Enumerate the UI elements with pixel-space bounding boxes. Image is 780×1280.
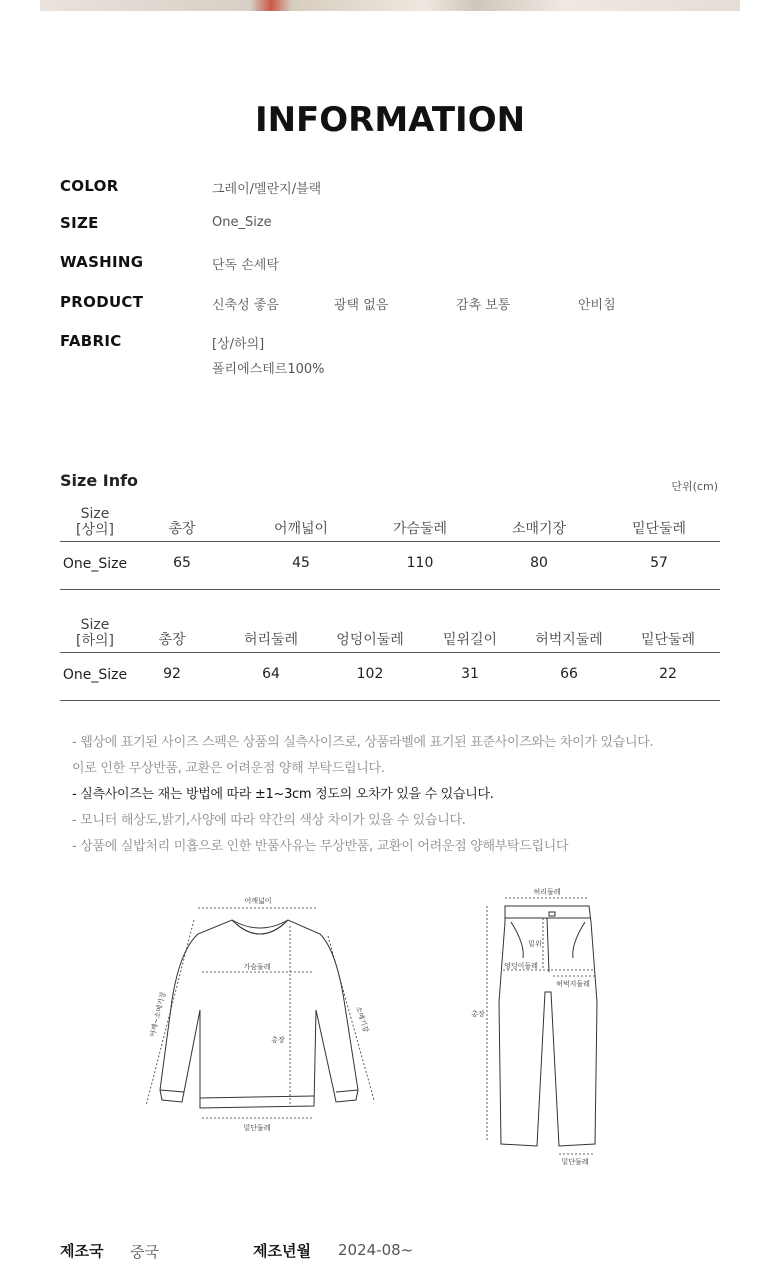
column-header: 엉덩이둘레 bbox=[336, 632, 404, 648]
notice-item: - 웹상에 표기된 사이즈 스펙은 상품의 실측사이즈로, 상품라벨에 표기된 표준사이즈와는 차이가 있습니다. bbox=[72, 735, 654, 750]
size-header-line1: Size bbox=[80, 617, 110, 633]
table-cell: 22 bbox=[659, 666, 677, 682]
hem-label: 밑단둘레 bbox=[243, 1124, 271, 1132]
spec-washing-label: WASHING bbox=[60, 253, 144, 271]
bottom-measurement-diagram bbox=[465, 882, 635, 1172]
table-divider bbox=[60, 700, 720, 701]
left-side-label: 어깨~소매기장 bbox=[148, 991, 168, 1039]
column-header: 총장 bbox=[158, 632, 186, 648]
product-photo-strip bbox=[40, 0, 740, 11]
table-cell: 45 bbox=[292, 555, 310, 571]
shoulder-label: 어깨넓이 bbox=[244, 897, 272, 905]
origin-label: 제조국 bbox=[60, 1242, 104, 1260]
hip-label: 엉덩이둘레 bbox=[504, 962, 538, 970]
spec-product-row bbox=[60, 293, 720, 317]
spec-color-label: COLOR bbox=[60, 177, 119, 195]
rise-label: 밑위 bbox=[528, 940, 542, 948]
product-feature: 안비침 bbox=[578, 298, 616, 313]
table-cell: 110 bbox=[406, 555, 434, 571]
notice-list bbox=[72, 733, 732, 863]
bottom-size-table bbox=[60, 611, 720, 703]
product-feature: 광택 없음 bbox=[334, 298, 389, 313]
column-header: 밑위길이 bbox=[442, 632, 498, 648]
manufacture-date-label: 제조년월 bbox=[253, 1242, 311, 1260]
product-feature: 감촉 보통 bbox=[456, 298, 511, 313]
column-header: 어깨넓이 bbox=[273, 521, 329, 537]
table-cell: 64 bbox=[262, 666, 280, 682]
size-header-line2: [하의] bbox=[76, 633, 114, 649]
column-header: 가슴둘레 bbox=[392, 521, 448, 537]
table-divider bbox=[60, 589, 720, 590]
table-divider bbox=[60, 541, 720, 542]
notice-item: - 모니터 해상도,밝기,사양에 따라 약간의 색상 차이가 있을 수 있습니다. bbox=[72, 813, 466, 828]
column-header: 허리둘레 bbox=[243, 632, 299, 648]
spec-fabric-line2: 폴리에스테르100% bbox=[212, 362, 325, 377]
size-header bbox=[70, 617, 120, 649]
length-label: 총장 bbox=[271, 1036, 285, 1044]
spec-color-value: 그레이/멜란지/블랙 bbox=[212, 182, 322, 197]
row-label: One_Size bbox=[62, 667, 128, 683]
row-label: One_Size bbox=[62, 556, 128, 572]
notice-item: - 상품에 실밥처리 미흡으로 인한 반품사유는 무상반품, 교환이 어려운점 양해부탁드립니다 bbox=[72, 839, 569, 854]
column-header: 밑단둘레 bbox=[631, 521, 687, 537]
column-header: 밑단둘레 bbox=[640, 632, 696, 648]
table-divider bbox=[60, 652, 720, 653]
spec-size-label: SIZE bbox=[60, 214, 99, 232]
spec-fabric-line1: [상/하의] bbox=[212, 337, 265, 352]
spec-size-row bbox=[60, 214, 720, 238]
spec-size-value: One_Size bbox=[212, 215, 272, 230]
size-header-line1: Size bbox=[80, 506, 110, 522]
size-header-line2: [상의] bbox=[76, 522, 114, 538]
size-header bbox=[70, 506, 120, 538]
spec-color-row bbox=[60, 177, 720, 201]
thigh-label: 허벅지둘레 bbox=[556, 980, 590, 988]
spec-washing-value: 단독 손세탁 bbox=[212, 258, 279, 273]
pants-length-label: 총장 bbox=[471, 1010, 485, 1018]
origin-value: 중국 bbox=[130, 1243, 159, 1261]
notice-item: - 실측사이즈는 재는 방법에 따라 ±1~3cm 정도의 오차가 있을 수 있습니다. bbox=[72, 787, 494, 802]
table-cell: 65 bbox=[173, 555, 191, 571]
spec-fabric-row bbox=[60, 332, 720, 382]
table-cell: 57 bbox=[650, 555, 668, 571]
column-header: 허벅지둘레 bbox=[535, 632, 603, 648]
table-cell: 31 bbox=[461, 666, 479, 682]
top-measurement-diagram bbox=[140, 890, 390, 1140]
spec-product-label: PRODUCT bbox=[60, 293, 144, 311]
column-header: 총장 bbox=[168, 521, 196, 537]
sleeve-label: 소매기장 bbox=[353, 1005, 370, 1034]
product-feature: 신축성 좋음 bbox=[212, 298, 279, 313]
table-cell: 92 bbox=[163, 666, 181, 682]
table-cell: 80 bbox=[530, 555, 548, 571]
waist-label: 허리둘레 bbox=[533, 888, 561, 896]
top-size-table bbox=[60, 500, 720, 592]
pants-hem-label: 밑단둘레 bbox=[561, 1158, 589, 1166]
spec-fabric-label: FABRIC bbox=[60, 332, 122, 350]
spec-washing-row bbox=[60, 253, 720, 277]
page-title: INFORMATION bbox=[254, 100, 526, 140]
column-header: 소매기장 bbox=[511, 521, 567, 537]
table-cell: 66 bbox=[560, 666, 578, 682]
chest-label: 가슴둘레 bbox=[243, 963, 271, 971]
sleeve-measure-line bbox=[328, 936, 374, 1100]
size-info-title: Size Info bbox=[60, 471, 139, 490]
manufacture-date-value: 2024-08~ bbox=[338, 1241, 414, 1259]
table-cell: 102 bbox=[356, 666, 384, 682]
unit-label: 단위(cm) bbox=[671, 480, 718, 493]
notice-item: 이로 인한 무상반품, 교환은 어려운점 양해 부탁드립니다. bbox=[72, 761, 385, 776]
